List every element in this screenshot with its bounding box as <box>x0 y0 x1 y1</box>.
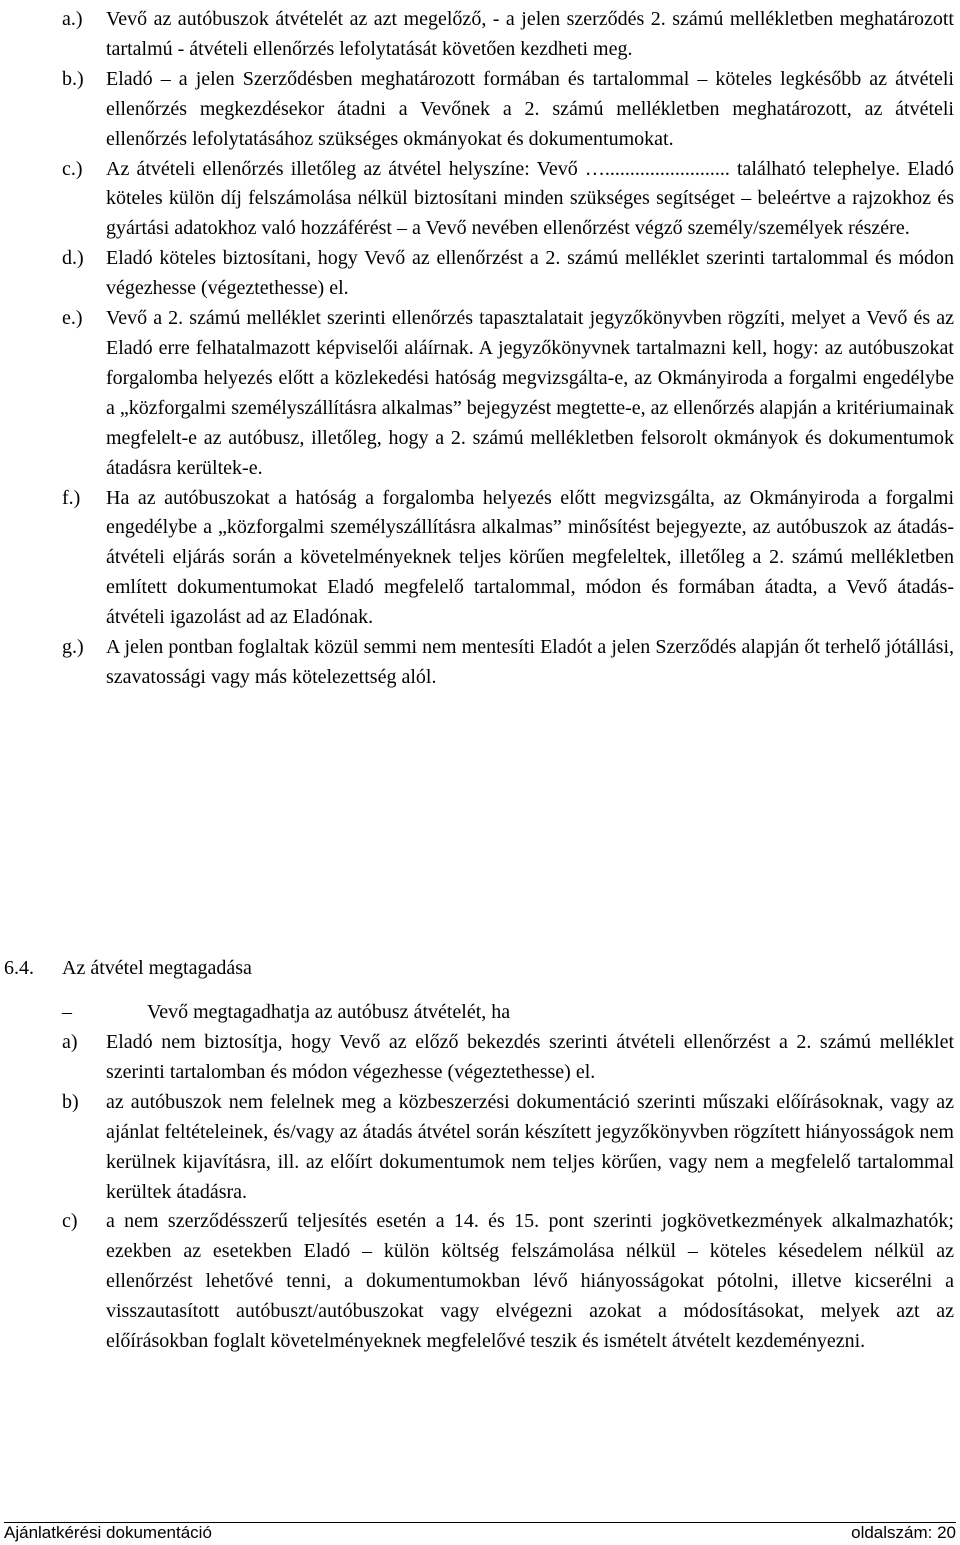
list-marker: b.) <box>62 67 84 90</box>
list-item-text: Vevő a 2. számú melléklet szerinti ellenőrzés tapasztalatait jegyzőkönyvben rögzíti, melyet a Vevő és az Eladó erre felhatalmazott képviselői aláírnak. A jegyzőkönyvnek tartalmazni kell, hogy: az autóbuszokat forgalomba helyezés előtt a közlekedési hatóság megvizsgálta-e, az Okmányiroda a forgalmi engedélybe a „közforgalmi személyszállításra alkalmas” bejegyzést megtette-e, az ellenőrzés alapján a kritériumainak megfelelt-e az autóbusz, illetőleg, hogy a 2. számú mellékletben felsorolt okmányok és dokumentumok átadásra kerültek-e. <box>106 307 954 479</box>
section-title: Az átvétel megtagadása <box>62 957 252 979</box>
list-marker: c.) <box>62 157 83 180</box>
list-item <box>62 1088 954 1208</box>
list-item-text: Eladó nem biztosítja, hogy Vevő az előző bekezdés szerinti átvételi ellenőrzést a 2. számú melléklet szerinti tartalomban és módon végezhesse (végeztethesse) el. <box>106 1031 954 1083</box>
list-item-text: Ha az autóbuszokat a hatóság a forgalomba helyezés előtt megvizsgálta, az Okmányiroda a forgalmi engedélybe a „közforgalmi személyszállításra alkalmas” minősítést bejegyezte, az autóbuszok az átadás-átvételi eljárás során a követelményeknek teljes körűen megfeleltek, illetőleg a 2. számú mellékletben említett dokumentumokat Eladó megfelelő tartalommal, módon és formában átadta, a Vevő átadás-átvételi igazolást ad az Eladónak. <box>106 486 954 629</box>
list-marker: a) <box>62 1031 78 1053</box>
list-marker: g.) <box>62 636 84 659</box>
list-marker: a.) <box>62 8 83 30</box>
list-marker: f.) <box>62 486 81 509</box>
footer-document-title: Ajánlatkérési dokumentáció <box>4 1523 212 1542</box>
list-marker: e.) <box>62 307 83 330</box>
section-number: 6.4. <box>4 957 34 979</box>
list-item <box>62 244 954 304</box>
refusal-conditions-list <box>62 1028 954 1357</box>
list-item <box>62 1028 954 1088</box>
list-item <box>62 484 954 634</box>
intro-text: Vevő megtagadhatja az autóbusz átvételét, ha <box>147 1001 511 1023</box>
section-heading <box>4 954 252 984</box>
dash-marker: – <box>62 1001 72 1023</box>
page-footer <box>4 1522 956 1544</box>
list-item <box>62 304 954 483</box>
acceptance-conditions-list <box>62 5 954 693</box>
list-item-text: az autóbuszok nem felelnek meg a közbeszerzési dokumentáció szerinti műszaki előírásoknak, vagy az ajánlat feltételeinek, és/vagy az átadás átvétel során készített jegyzőkönyvben rögzített hiányosságok nem kerülnek kijavításra, ill. az előírt dokumentumok nem teljes körűen, vagy nem a megfelelő tartalommal kerültek átadásra. <box>106 1090 954 1203</box>
list-item-text: Eladó köteles biztosítani, hogy Vevő az ellenőrzést a 2. számú melléklet szerinti tartalommal és módon végezhesse (végeztethesse) el. <box>106 247 954 300</box>
footer-page-number: oldalszám: 20 <box>851 1523 956 1542</box>
list-item-text: Az átvételi ellenőrzés illetőleg az átvétel helyszíne: Vevő …......................... található telephelye. Eladó köteles külön díj felszámolása nélkül biztosítani minden szükséges segítséget – beleértve a rajzokhoz és gyártási adatokhoz való hozzáférést – a Vevő nevében ellenőrzést végző személy/személyek részére. <box>106 157 954 240</box>
list-item <box>62 1207 954 1357</box>
list-item <box>62 155 954 245</box>
list-marker: d.) <box>62 247 84 270</box>
list-item-text: Vevő az autóbuszok átvételét az azt megelőző, - a jelen szerződés 2. számú mellékletben meghatározott tartalmú - átvételi ellenőrzés lefolytatását követően kezdheti meg. <box>106 8 954 60</box>
list-item <box>62 5 954 65</box>
list-marker: b) <box>62 1090 79 1113</box>
list-item-text: A jelen pontban foglaltak közül semmi nem mentesíti Eladót a jelen Szerződés alapján őt terhelő jótállási, szavatossági vagy más kötelezettség alól. <box>106 636 954 688</box>
list-item-text: Eladó – a jelen Szerződésben meghatározott formában és tartalommal – köteles legkésőbb az átvételi ellenőrzés megkezdésekor átadni a Vevőnek a 2. számú mellékletben meghatározott, az átvételi ellenőrzés lefolytatásához szükséges okmányokat és dokumentumokat. <box>106 67 954 150</box>
list-item-text: a nem szerződésszerű teljesítés esetén a 14. és 15. pont szerinti jogkövetkezmények alkalmazhatók; ezekben az esetekben Eladó – külön költség felszámolása nélkül – köteles késedelem nélkül az ellenőrzést lehetővé tenni, a dokumentumokban lévő hiányosságokat pótolni, illetve kicserélni a visszautasított autóbuszt/autóbuszokat vagy elvégezni azokat a módosításokat, melyek azt az előírásokban foglalt követelményeknek megfelelővé teszik és ismételt átvételt kezdeményezni. <box>106 1210 954 1353</box>
list-item <box>62 65 954 155</box>
intro-line <box>62 998 954 1028</box>
list-marker: c) <box>62 1210 78 1233</box>
list-item <box>62 633 954 693</box>
